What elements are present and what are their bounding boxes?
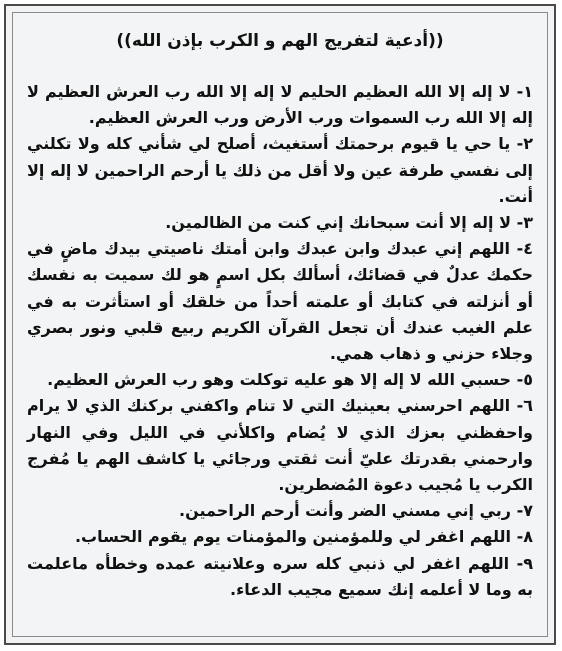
supplication-6: ٦- اللهم احرسني بعينيك التي لا تنام واكفني بركنك الذي لا يرام واحفظني بعزك الذي لا يُضام واكلأني في الليل وفي النهار وارحمني بقدرتك عليّ أنت ثقتي ورجائي يا كاشف الهم يا مُفرج الكرب يا مُجيب دعوة المُضطرين. (27, 396, 533, 495)
supplication-8: ٨- اللهم اغفر لي وللمؤمنين والمؤمنات يوم يقوم الحساب. (74, 527, 533, 547)
document-title: ((أدعية لتفريج الهم و الكرب بإذن الله)) (116, 31, 444, 51)
supplication-1: ١- لا إله إلا الله العظيم الحليم لا إله إلا الله رب العرش العظيم لا إله إلا الله رب السموات ورب الأرض ورب العرش العظيم. (27, 82, 533, 128)
page-frame (4, 4, 556, 645)
supplication-2: ٢- يا حي يا قيوم برحمتك أستغيث، أصلح لي شأني كله ولا تكلني إلى نفسي طرفة عين ولا أقل من ذلك يا أرحم الراحمين لا إله إلا أنت. (27, 134, 533, 206)
supplication-list (27, 79, 533, 603)
supplication-9: ٩- اللهم اغفر لي ذنبي كله سره وعلانيته عمده وخطأه ماعلمت به وما لا أعلمه إنك سميع مجيب الدعاء. (27, 553, 533, 599)
supplication-7: ٧- ربي إني مسني الضر وأنت أرحم الراحمين. (179, 501, 533, 521)
supplication-5: ٥- حسبي الله لا إله إلا هو عليه توكلت وهو رب العرش العظيم. (47, 370, 533, 390)
supplication-4: ٤- اللهم إني عبدك وابن عبدك وابن أمتك ناصيتي بيدك ماضٍ في حكمك عدلٌ في قضائك، أسألك بكل اسمٍ هو لك سميت به نفسك أو أنزلته في كتابك أو علمته أحداً من خلقك أو استأثرت به في علم الغيب عندك أن تجعل القرآن الكريم ربيع قلبي ونور بصري وجلاء حزني و ذهاب همي. (27, 239, 533, 364)
inner-border (12, 12, 548, 637)
supplications-document (27, 27, 533, 622)
supplication-3: ٣- لا إله إلا أنت سبحانك إني كنت من الظالمين. (165, 213, 533, 233)
